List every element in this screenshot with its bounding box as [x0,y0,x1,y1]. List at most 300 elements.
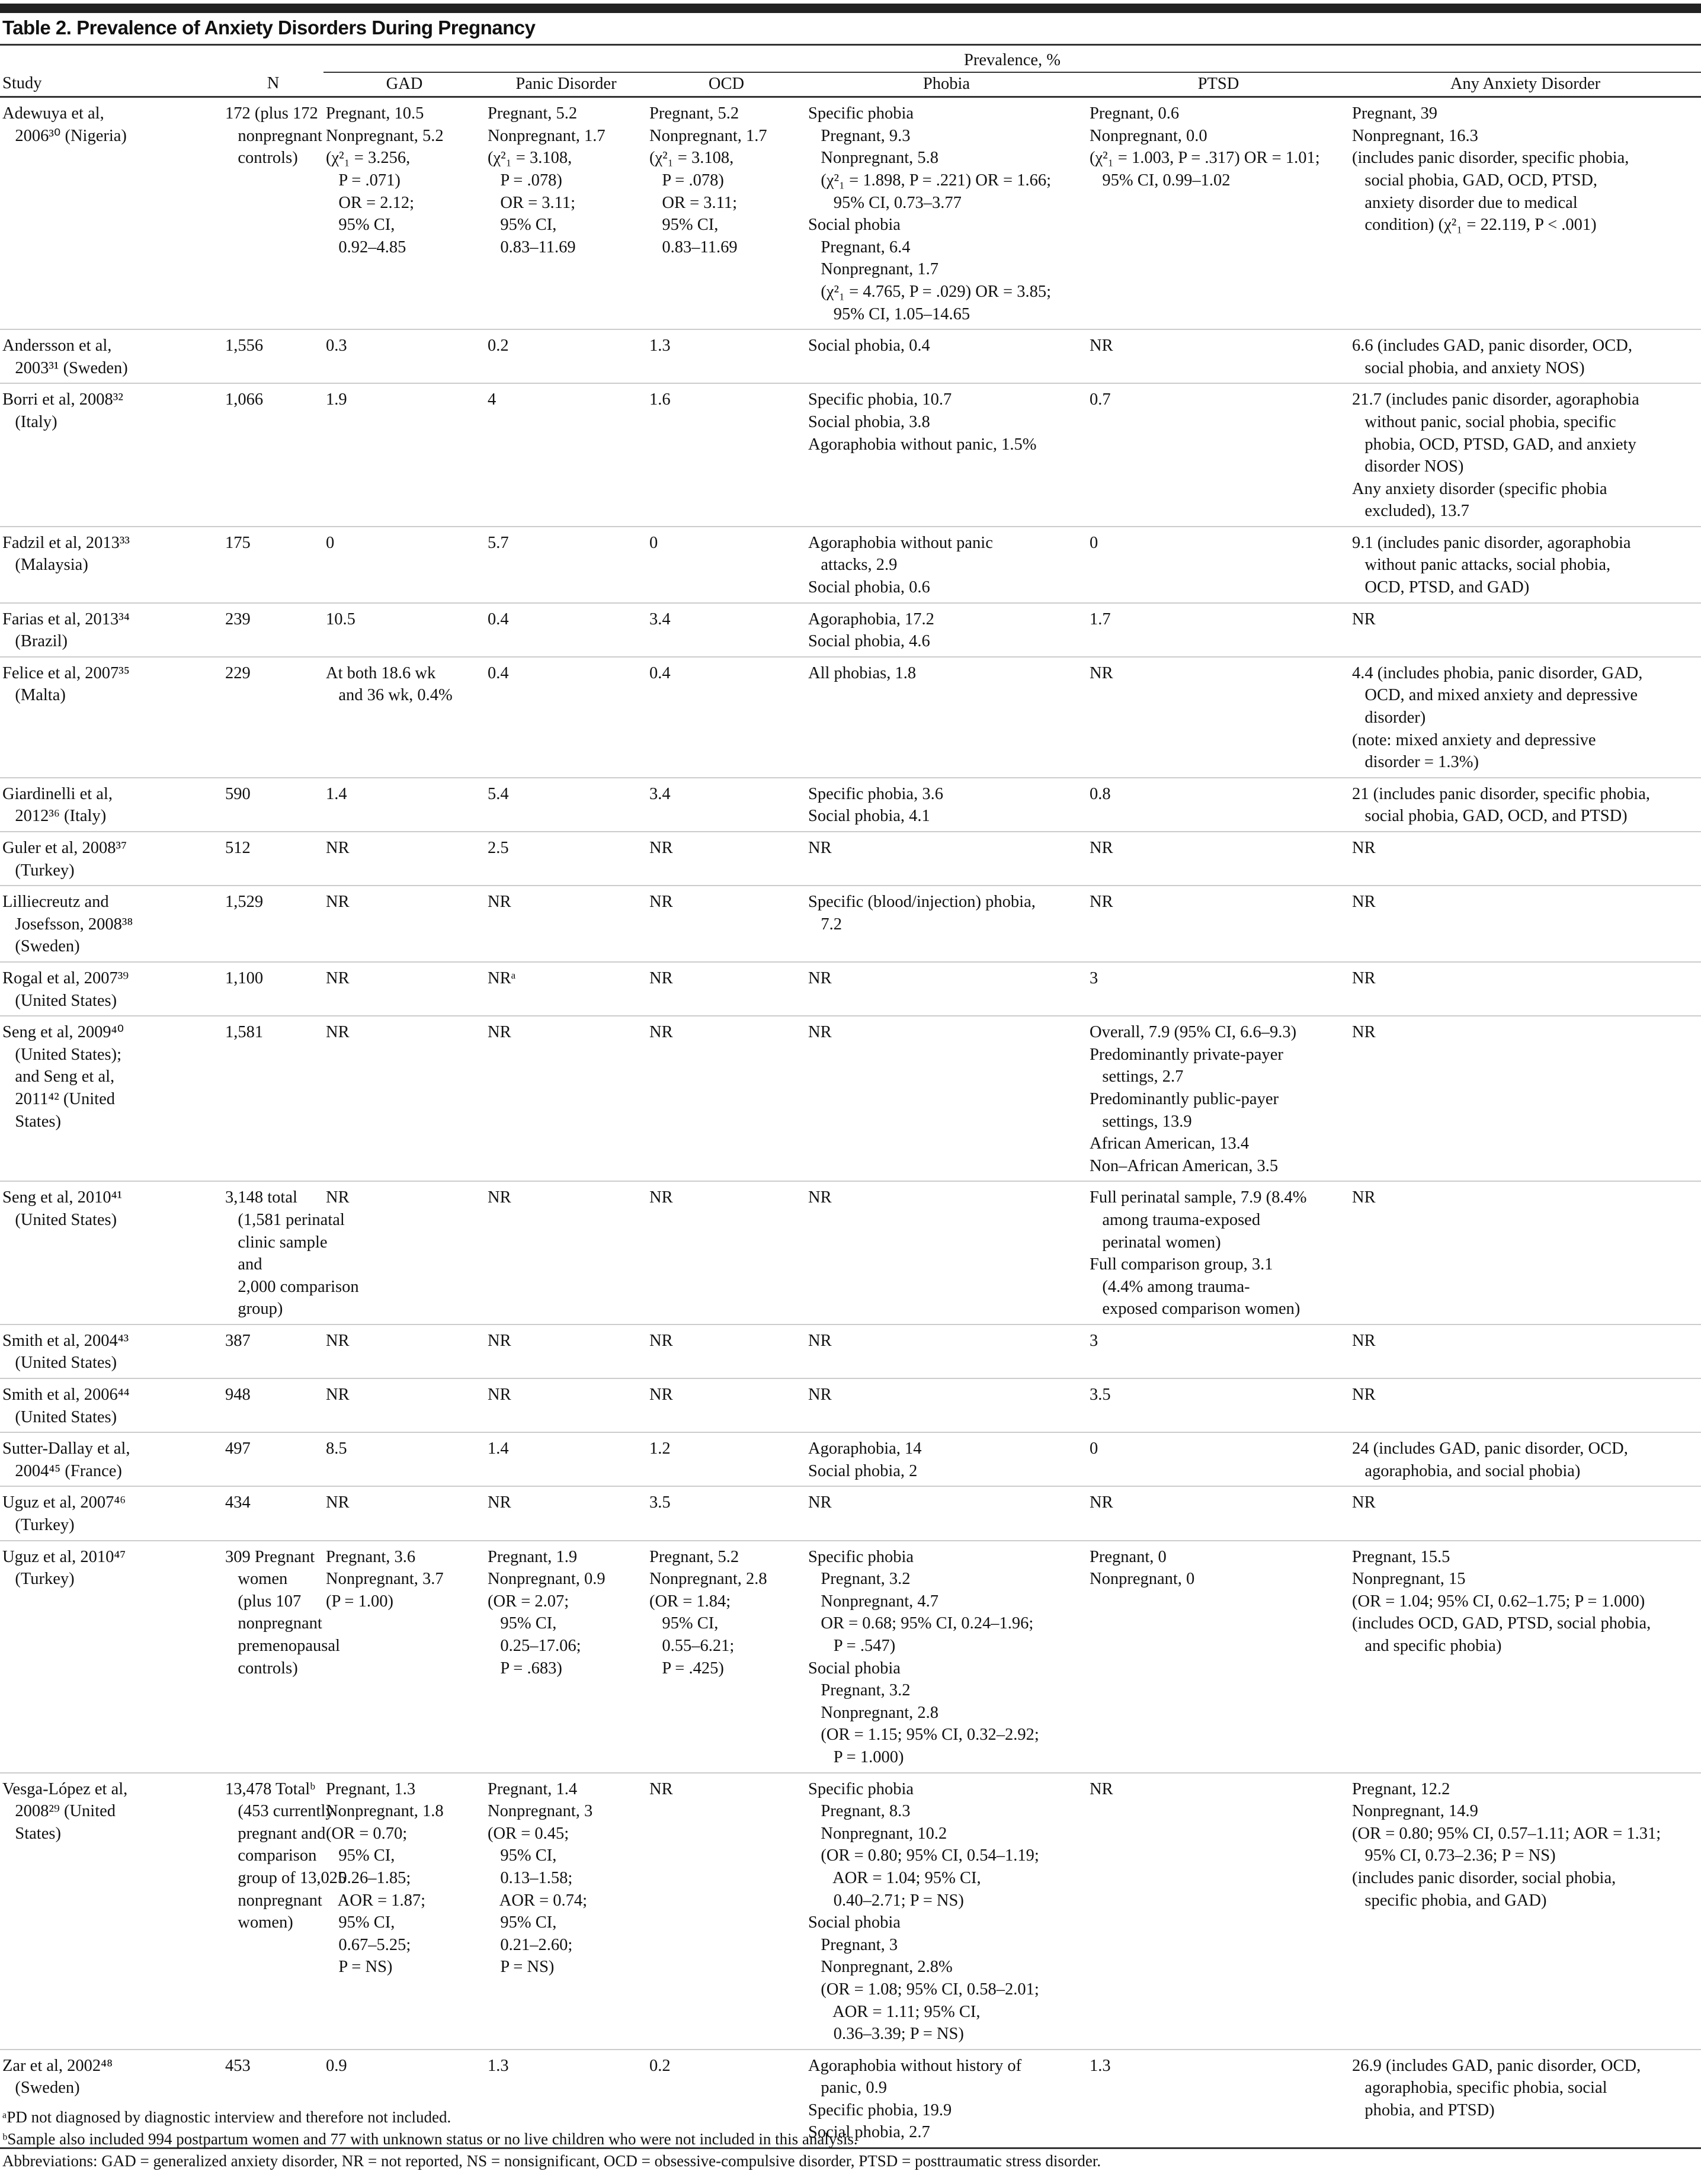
cell-ocd [647,1773,806,2050]
cell-line: women) [225,1913,293,1932]
cell-line: NR [1090,663,1113,682]
cell-line: agoraphobia, and social phobia) [1352,1461,1581,1480]
cell-line: NR [326,1493,350,1512]
table-row [0,329,1701,383]
cell-any-anxiety-disorder [1350,1324,1701,1378]
cell-ocd [647,1432,806,1486]
cell-line: 0.36–3.39; P = NS) [808,2025,964,2044]
cell-gad [323,1773,485,2050]
cell-phobia [806,886,1087,962]
cell-line: 387 [225,1331,251,1350]
cell-panic-disorder [485,657,647,778]
cell-study [0,1181,223,1324]
column-header-n: N [223,72,323,97]
cell-line: (OR = 0.80; 95% CI, 0.54–1.19; [808,1846,1039,1865]
cell-ptsd [1087,1016,1350,1181]
cell-line: (Italy) [2,412,57,431]
cell-line: NR [326,839,350,857]
cell-panic-disorder [485,1016,647,1181]
cell-study [0,886,223,962]
cell-line: AOR = 1.04; 95% CI, [808,1868,981,1887]
cell-ptsd [1087,1486,1350,1540]
cell-line: Fadzil et al, 2013³³ [2,533,130,552]
cell-line: (Turkey) [2,861,75,880]
column-header-any-anxiety-disorder: Any Anxiety Disorder [1350,72,1701,97]
cell-line: Nonpregnant, 5.8 [808,149,939,168]
cell-gad [323,1541,485,1773]
cell-n [223,886,323,962]
cell-line: Pregnant, 12.2 [1352,1779,1450,1798]
cell-phobia [806,1016,1087,1181]
table-row [0,832,1701,886]
cell-study [0,1541,223,1773]
cell-any-anxiety-disorder [1350,527,1701,603]
cell-study [0,1773,223,2050]
cell-line: (United States) [2,1354,117,1372]
column-header-panic-disorder: Panic Disorder [485,72,647,97]
cell-line: NR [808,1493,832,1512]
cell-any-anxiety-disorder [1350,657,1701,778]
cell-line: Pregnant, 39 [1352,104,1438,123]
cell-line: Pregnant, 3 [808,1935,898,1954]
cell-line: 512 [225,839,251,857]
cell-phobia [806,962,1087,1016]
cell-line: NR [1352,1188,1376,1207]
cell-line: Social phobia [808,216,901,235]
cell-line: Agoraphobia without history of [808,2056,1022,2075]
cell-line: (OR = 1.84; [649,1592,731,1611]
cell-line: 309 Pregnant [225,1547,315,1566]
table-row [0,1541,1701,1773]
cell-gad [323,886,485,962]
cell-line: NR [649,1779,673,1798]
cell-line: 0.9 [326,2056,347,2075]
cell-line: 2008²⁹ (United [2,1802,116,1821]
cell-line: OCD, and mixed anxiety and depressive [1352,686,1638,705]
cell-line: (1,581 perinatal [225,1210,345,1229]
cell-line: Nonpregnant, 2.8 [808,1703,939,1722]
cell-gad [323,97,485,329]
cell-line: Pregnant, 9.3 [808,126,911,145]
cell-line: P = .071) [326,171,401,190]
cell-line: group) [225,1300,283,1319]
cell-line: NR [1090,336,1113,355]
table-row [0,1773,1701,2050]
cell-line: 4 [488,390,496,409]
cell-line: Specific phobia, 19.9 [808,2100,952,2119]
cell-line: NR [1352,968,1376,987]
cell-line: 26.9 (includes GAD, panic disorder, OCD, [1352,2056,1641,2075]
table-row [0,1324,1701,1378]
cell-n [223,603,323,657]
cell-line: Full perinatal sample, 7.9 (8.4% [1090,1188,1307,1207]
cell-line: social phobia, GAD, OCD, and PTSD) [1352,807,1628,826]
cell-panic-disorder [485,832,647,886]
cell-line: 0.2 [488,336,509,355]
cell-line: OR = 2.12; [326,193,415,212]
cell-n [223,383,323,527]
cell-line: (includes panic disorder, specific phobia, [1352,149,1629,168]
cell-line: 95% CI, [488,1614,557,1633]
cell-line: NR [488,1386,511,1404]
cell-line: and specific phobia) [1352,1637,1502,1655]
cell-line: Agoraphobia, 17.2 [808,610,934,628]
cell-ptsd [1087,97,1350,329]
cell-line: Pregnant, 8.3 [808,1802,911,1821]
cell-line: (Sweden) [2,2079,80,2098]
cell-line: NR [326,893,350,912]
cell-ocd [647,1541,806,1773]
cell-n [223,1016,323,1181]
cell-panic-disorder [485,329,647,383]
cell-phobia [806,383,1087,527]
cell-n [223,778,323,832]
cell-line: 0 [1090,533,1098,552]
cell-line: among trauma-exposed [1090,1210,1261,1229]
cell-line: Specific phobia [808,104,914,123]
cell-line: 175 [225,533,251,552]
cell-line: NR [808,968,832,987]
cell-line: settings, 2.7 [1090,1067,1184,1086]
cell-line: Any anxiety disorder (specific phobia [1352,479,1607,498]
cell-any-anxiety-disorder [1350,1432,1701,1486]
cell-line: attacks, 2.9 [808,556,898,575]
cell-line: 24 (includes GAD, panic disorder, OCD, [1352,1439,1628,1458]
cell-line: Nonpregnant, 1.8 [326,1802,444,1821]
cell-line: African American, 13.4 [1090,1134,1250,1153]
cell-line: P = .683) [488,1659,562,1678]
cell-ptsd [1087,1378,1350,1432]
cell-line: OR = 3.11; [488,193,576,212]
cell-phobia [806,329,1087,383]
cell-line: (OR = 0.70; [326,1824,408,1843]
cell-ocd [647,962,806,1016]
cell-line: 8.5 [326,1439,347,1458]
table-row [0,97,1701,329]
cell-ocd [647,1324,806,1378]
cell-gad [323,1016,485,1181]
cell-ptsd [1087,778,1350,832]
cell-line: NR [649,1331,673,1350]
cell-line: 3.4 [649,610,671,628]
cell-study [0,778,223,832]
cell-line: Social phobia, 0.4 [808,336,930,355]
cell-line: 95% CI, [649,1614,719,1633]
cell-n [223,1486,323,1540]
cell-line: Nonpregnant, 1.7 [488,126,606,145]
cell-line: 1.6 [649,390,671,409]
cell-phobia [806,1378,1087,1432]
table-row [0,603,1701,657]
cell-line: 3.4 [649,784,671,803]
cell-line: disorder = 1.3%) [1352,753,1479,772]
cell-study [0,962,223,1016]
cell-panic-disorder [485,1773,647,2050]
cell-line: Specific phobia, 3.6 [808,784,943,803]
cell-line: Guler et al, 2008³⁷ [2,839,127,857]
cell-ocd [647,778,806,832]
cell-line: OR = 0.68; 95% CI, 0.24–1.96; [808,1614,1034,1633]
cell-line: (χ²₁ = 3.108, [488,149,572,168]
cell-line: (United States); [2,1045,122,1064]
cell-line: 1.2 [649,1439,671,1458]
column-header-phobia: Phobia [806,72,1087,97]
cell-line: Felice et al, 2007³⁵ [2,663,130,682]
cell-line: (includes OCD, GAD, PTSD, social phobia, [1352,1614,1651,1633]
cell-line: settings, 13.9 [1090,1112,1192,1131]
cell-line: AOR = 1.11; 95% CI, [808,2002,981,2021]
cell-line: 2,000 comparison [225,1277,359,1296]
cell-phobia [806,657,1087,778]
cell-study [0,329,223,383]
cell-line: 0.83–11.69 [488,238,576,256]
cell-n [223,527,323,603]
cell-ocd [647,527,806,603]
cell-line: exposed comparison women) [1090,1300,1300,1319]
cell-line: without panic attacks, social phobia, [1352,556,1611,575]
cell-line: 0.4 [488,663,509,682]
table-row [0,1181,1701,1324]
cell-phobia [806,1324,1087,1378]
cell-any-anxiety-disorder [1350,832,1701,886]
cell-line: 0 [326,533,335,552]
cell-phobia [806,832,1087,886]
cell-panic-disorder [485,1378,647,1432]
cell-line: (Turkey) [2,1570,75,1589]
cell-line: (plus 107 [225,1592,302,1611]
cell-line: agoraphobia, specific phobia, social [1352,2079,1607,2098]
cell-line: 3 [1090,1331,1098,1350]
cell-line: nonpregnant [225,126,322,145]
cell-n [223,1324,323,1378]
cell-line: Nonpregnant, 3 [488,1802,593,1821]
cell-line: Pregnant, 3.2 [808,1570,911,1589]
cell-line: Nonpregnant, 2.8 [649,1570,767,1589]
cell-line: 4.4 (includes phobia, panic disorder, GAD, [1352,663,1643,682]
cell-line: 1.3 [649,336,671,355]
cell-line: 2011⁴² (United [2,1089,115,1108]
cell-gad [323,657,485,778]
cell-n [223,1773,347,2050]
cell-ocd [647,657,806,778]
cell-line: 3,148 total [225,1188,297,1207]
cell-ptsd [1087,383,1350,527]
cell-line: 21 (includes panic disorder, specific phobia, [1352,784,1650,803]
cell-gad [323,1486,485,1540]
cell-any-anxiety-disorder [1350,886,1701,962]
cell-line: disorder NOS) [1352,457,1464,476]
cell-line: 1.3 [1090,2056,1111,2075]
cell-any-anxiety-disorder [1350,962,1701,1016]
cell-panic-disorder [485,1324,647,1378]
cell-phobia [806,97,1087,329]
cell-line: (OR = 1.15; 95% CI, 0.32–2.92; [808,1726,1039,1744]
cell-line: (χ²₁ = 1.003, P = .317) OR = 1.01; [1090,149,1320,168]
cell-line: 95% CI, [326,216,395,235]
cell-line: 95% CI, [488,1846,557,1865]
cell-ptsd [1087,1432,1350,1486]
cell-line: 1,581 [225,1023,264,1042]
cell-line: 1,100 [225,968,264,987]
cell-line: (OR = 0.45; [488,1824,569,1843]
cell-line: AOR = 1.87; [326,1891,426,1910]
cell-any-anxiety-disorder [1350,1773,1701,2050]
cell-line: 1.9 [326,390,347,409]
cell-gad [323,778,485,832]
cell-line: 0.7 [1090,390,1111,409]
cell-any-anxiety-disorder [1350,1378,1701,1432]
table-row [0,886,1701,962]
cell-line: Pregnant, 3.2 [808,1681,911,1700]
cell-line: (OR = 0.80; 95% CI, 0.57–1.11; AOR = 1.31; [1352,1824,1661,1843]
cell-line: 95% CI, 0.73–3.77 [808,193,962,212]
cell-n [223,1541,340,1773]
cell-line: NR [326,1331,350,1350]
cell-line: OR = 3.11; [649,193,738,212]
cell-line: 1.7 [1090,610,1111,628]
cell-line: (United States) [2,1210,117,1229]
cell-any-anxiety-disorder [1350,383,1701,527]
column-header-study: Study [0,72,223,97]
cell-line: Smith et al, 2006⁴⁴ [2,1386,130,1404]
cell-line: NR [1352,839,1376,857]
cell-line: 95% CI, 0.99–1.02 [1090,171,1231,190]
cell-line: Social phobia, 4.1 [808,807,930,826]
cell-any-anxiety-disorder [1350,97,1701,329]
cell-line: 0 [1090,1439,1098,1458]
cell-line: NR [488,893,511,912]
cell-line: 95% CI, [326,1846,395,1865]
cell-line: 2012³⁶ (Italy) [2,807,107,826]
cell-n [223,832,323,886]
cell-line: 2003³¹ (Sweden) [2,358,128,377]
cell-line: 0.40–2.71; P = NS) [808,1891,964,1910]
cell-line: Zar et al, 2002⁴⁸ [2,2056,113,2075]
cell-line: NR [326,968,350,987]
cell-line: and 36 wk, 0.4% [326,686,453,705]
cell-ptsd [1087,603,1350,657]
cell-line: Rogal et al, 2007³⁹ [2,968,129,987]
footnote: ᵇSample also included 994 postpartum women and 77 with unknown status or no live children who were not included in this analysis. [2,2130,858,2148]
cell-phobia [806,527,1087,603]
cell-line: controls) [225,149,298,168]
cell-ocd [647,1181,806,1324]
cell-n [223,1432,323,1486]
cell-line: Borri et al, 2008³² [2,390,123,409]
cell-line: NR [649,1386,673,1404]
cell-ocd [647,886,806,962]
cell-any-anxiety-disorder [1350,603,1701,657]
cell-any-anxiety-disorder [1350,329,1701,383]
cell-ocd [647,329,806,383]
cell-gad [323,329,485,383]
cell-line: 0.4 [649,663,671,682]
table-row [0,1378,1701,1432]
cell-line: anxiety disorder due to medical [1352,193,1578,212]
cell-line: 95% CI, 1.05–14.65 [808,304,970,323]
cell-line: Nonpregnant, 2.8% [808,1958,953,1977]
cell-line: Pregnant, 1.3 [326,1779,416,1798]
cell-line: 0.13–1.58; [488,1868,573,1887]
table-row [0,1486,1701,1540]
cell-line: Nonpregnant, 15 [1352,1570,1466,1589]
cell-line: Agoraphobia, 14 [808,1439,922,1458]
cell-line: (χ²₁ = 3.256, [326,149,411,168]
cell-line: 1.4 [488,1439,509,1458]
cell-line: 0.25–17.06; [488,1637,581,1655]
cell-line: Sutter-Dallay et al, [2,1439,130,1458]
cell-line: Social phobia, 0.6 [808,578,930,597]
cell-ptsd [1087,1541,1350,1773]
cell-line: 239 [225,610,251,628]
cell-line: NR [488,1331,511,1350]
cell-line: Specific (blood/injection) phobia, [808,893,1036,912]
cell-line: NR [1352,1023,1376,1042]
cell-line: Pregnant, 1.9 [488,1547,578,1566]
cell-line: (Turkey) [2,1516,75,1535]
cell-line: Social phobia [808,1913,901,1932]
table-row [0,657,1701,778]
cell-line: P = 1.000) [808,1747,904,1766]
column-header-ptsd: PTSD [1087,72,1350,97]
cell-study [0,832,223,886]
cell-line: 434 [225,1493,251,1512]
cell-line: Josefsson, 2008³⁸ [2,915,133,934]
cell-line: AOR = 0.74; [488,1891,588,1910]
cell-panic-disorder [485,97,647,329]
cell-line: 1,066 [225,390,264,409]
cell-line: At both 18.6 wk [326,663,436,682]
cell-gad [323,603,485,657]
cell-line: (note: mixed anxiety and depressive [1352,730,1596,749]
cell-line: NR [326,1188,350,1207]
cell-line: 95% CI, [649,216,719,235]
cell-line: NR [649,1023,673,1042]
cell-line: 0.55–6.21; [649,1637,735,1655]
cell-line: Vesga-López et al, [2,1779,128,1798]
cell-line: (χ²₁ = 4.765, P = .029) OR = 3.85; [808,282,1052,301]
cell-any-anxiety-disorder [1350,2050,1701,2148]
column-header-gad: GAD [323,72,485,97]
cell-line: condition) (χ²₁ = 22.119, P < .001) [1352,216,1597,235]
cell-phobia [806,1773,1087,2050]
cell-ptsd [1087,1773,1350,2050]
cell-line: Social phobia [808,1659,901,1678]
cell-study [0,657,223,778]
footnote: Abbreviations: GAD = generalized anxiety disorder, NR = not reported, NS = nonsignificant, OCD = obsessive-compulsive disorder, PTSD = posttraumatic stress disorder. [2,2152,1101,2170]
cell-panic-disorder [485,527,647,603]
cell-line: Nonpregnant, 0.0 [1090,126,1207,145]
cell-line: Specific phobia [808,1779,914,1798]
cell-line: Overall, 7.9 (95% CI, 6.6–9.3) [1090,1023,1297,1042]
cell-ptsd [1087,1181,1350,1324]
cell-line: (χ²₁ = 1.898, P = .221) OR = 1.66; [808,171,1052,190]
cell-line: group of 13,025 [225,1868,347,1887]
cell-n [223,657,323,778]
cell-line: NR [488,1493,511,1512]
cell-phobia [806,1432,1087,1486]
cell-line: Predominantly private-payer [1090,1045,1283,1064]
table-row [0,962,1701,1016]
cell-gad [323,1378,485,1432]
cell-line: NR [808,839,832,857]
cell-line: Nonpregnant, 16.3 [1352,126,1478,145]
cell-line: Pregnant, 15.5 [1352,1547,1450,1566]
cell-line: NR [808,1023,832,1042]
cell-line: Nonpregnant, 0.9 [488,1570,606,1589]
cell-ptsd [1087,886,1350,962]
cell-line: 21.7 (includes panic disorder, agoraphobia [1352,390,1639,409]
